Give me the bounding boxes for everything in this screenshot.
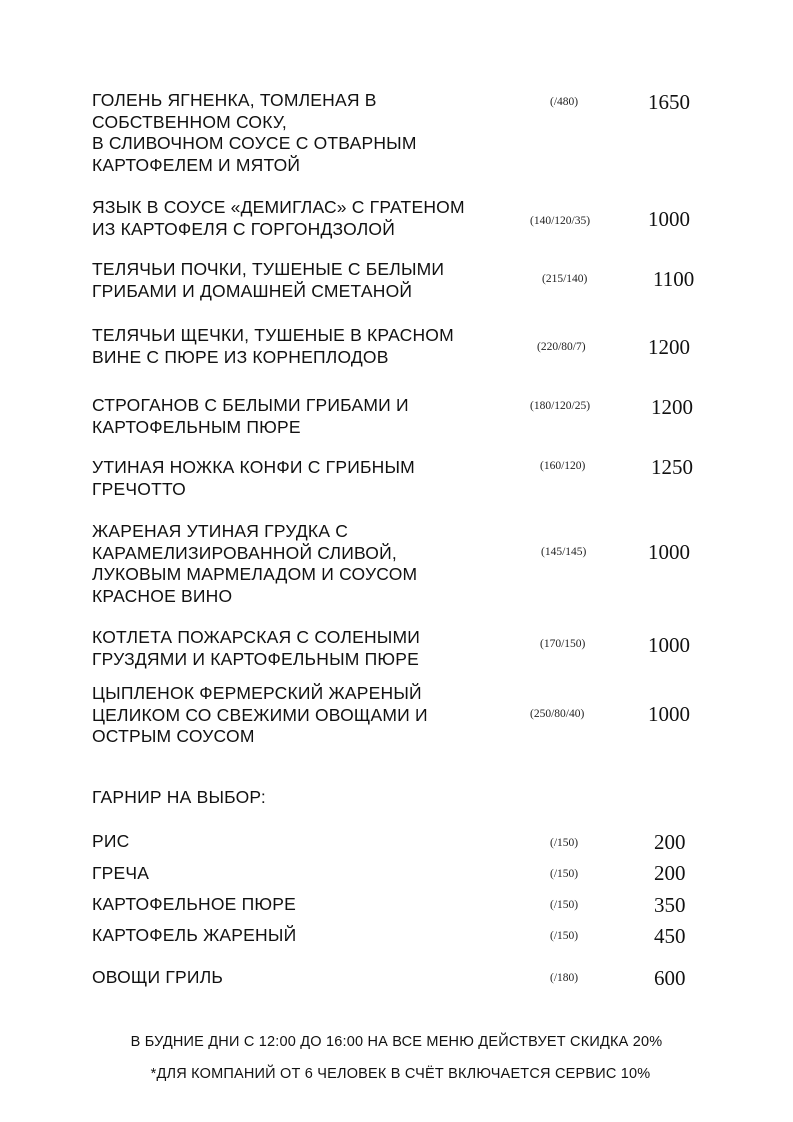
garnish-weight: (/150) bbox=[550, 899, 579, 911]
garnish-name: РИС bbox=[92, 831, 130, 851]
dish-price: 1200 bbox=[648, 335, 690, 359]
garnish-name: КАРТОФЕЛЬНОЕ ПЮРЕ bbox=[92, 894, 297, 914]
dish-name: СТРОГАНОВ С БЕЛЫМИ ГРИБАМИ И КАРТОФЕЛЬНЫМ ПЮРЕ bbox=[92, 395, 409, 437]
dish-weight: (180/120/25) bbox=[530, 400, 591, 412]
dish-price: 1000 bbox=[648, 540, 690, 564]
service-note: *ДЛЯ КОМПАНИЙ ОТ 6 ЧЕЛОВЕК В СЧЁТ ВКЛЮЧАЕТСЯ СЕРВИС 10% bbox=[150, 1066, 651, 1082]
discount-note: В БУДНИЕ ДНИ С 12:00 ДО 16:00 НА ВСЕ МЕНЮ ДЕЙСТВУЕТ СКИДКА 20% bbox=[130, 1034, 663, 1050]
dish-weight: (/480) bbox=[550, 96, 579, 108]
dish-price: 1000 bbox=[648, 702, 690, 726]
dish-name: ТЕЛЯЧЬИ ПОЧКИ, ТУШЕНЫЕ С БЕЛЫМИ ГРИБАМИ И ДОМАШНЕЙ СМЕТАНОЙ bbox=[92, 259, 445, 301]
garnish-price: 200 bbox=[654, 861, 686, 885]
dish-name: ТЕЛЯЧЬИ ЩЕЧКИ, ТУШЕНЫЕ В КРАСНОМ ВИНЕ С ПЮРЕ ИЗ КОРНЕПЛОДОВ bbox=[92, 325, 454, 367]
garnish-price: 600 bbox=[654, 966, 686, 990]
garnish-weight: (/150) bbox=[550, 868, 579, 880]
dish-name: ЖАРЕНАЯ УТИНАЯ ГРУДКА С КАРАМЕЛИЗИРОВАННОЙ СЛИВОЙ, ЛУКОВЫМ МАРМЕЛАДОМ И СОУСОМ КРАСНОЕ ВИНО bbox=[92, 521, 418, 606]
dish-weight: (170/150) bbox=[540, 638, 586, 650]
garnish-weight: (/150) bbox=[550, 930, 579, 942]
dish-weight: (250/80/40) bbox=[530, 708, 585, 720]
garnish-price: 350 bbox=[654, 893, 686, 917]
dish-weight: (215/140) bbox=[542, 273, 588, 285]
garnish-weight: (/150) bbox=[550, 837, 579, 849]
dish-name: ЦЫПЛЕНОК ФЕРМЕРСКИЙ ЖАРЕНЫЙ ЦЕЛИКОМ СО СВЕЖИМИ ОВОЩАМИ И ОСТРЫМ СОУСОМ bbox=[92, 683, 428, 746]
dish-name: ЯЗЫК В СОУСЕ «ДЕМИГЛАС» С ГРАТЕНОМ ИЗ КАРТОФЕЛЯ С ГОРГОНДЗОЛОЙ bbox=[92, 197, 465, 239]
dish-price: 1200 bbox=[651, 395, 693, 419]
dish-name: ГОЛЕНЬ ЯГНЕНКА, ТОМЛЕНАЯ В СОБСТВЕННОМ СОКУ, В СЛИВОЧНОМ СОУСЕ С ОТВАРНЫМ КАРТОФЕЛЕМ И МЯТОЙ bbox=[92, 90, 417, 175]
dish-name: КОТЛЕТА ПОЖАРСКАЯ С СОЛЕНЫМИ ГРУЗДЯМИ И КАРТОФЕЛЬНЫМ ПЮРЕ bbox=[92, 627, 421, 669]
dish-weight: (145/145) bbox=[541, 546, 587, 558]
dish-weight: (160/120) bbox=[540, 460, 586, 472]
dish-weight: (140/120/35) bbox=[530, 215, 591, 227]
garnish-price: 450 bbox=[654, 924, 686, 948]
dish-price: 1250 bbox=[651, 455, 693, 479]
dish-weight: (220/80/7) bbox=[537, 341, 586, 353]
garnish-name: ГРЕЧА bbox=[92, 863, 150, 883]
dish-price: 1100 bbox=[653, 267, 695, 291]
dish-price: 1000 bbox=[648, 633, 690, 657]
dish-price: 1650 bbox=[648, 90, 690, 114]
garnish-name: КАРТОФЕЛЬ ЖАРЕНЫЙ bbox=[92, 925, 297, 945]
garnish-heading: ГАРНИР НА ВЫБОР: bbox=[92, 787, 266, 807]
garnish-price: 200 bbox=[654, 830, 686, 854]
dish-name: УТИНАЯ НОЖКА КОНФИ С ГРИБНЫМ ГРЕЧОТТО bbox=[92, 457, 415, 499]
dish-price: 1000 bbox=[648, 207, 690, 231]
garnish-name: ОВОЩИ ГРИЛЬ bbox=[92, 967, 224, 987]
garnish-weight: (/180) bbox=[550, 972, 579, 984]
